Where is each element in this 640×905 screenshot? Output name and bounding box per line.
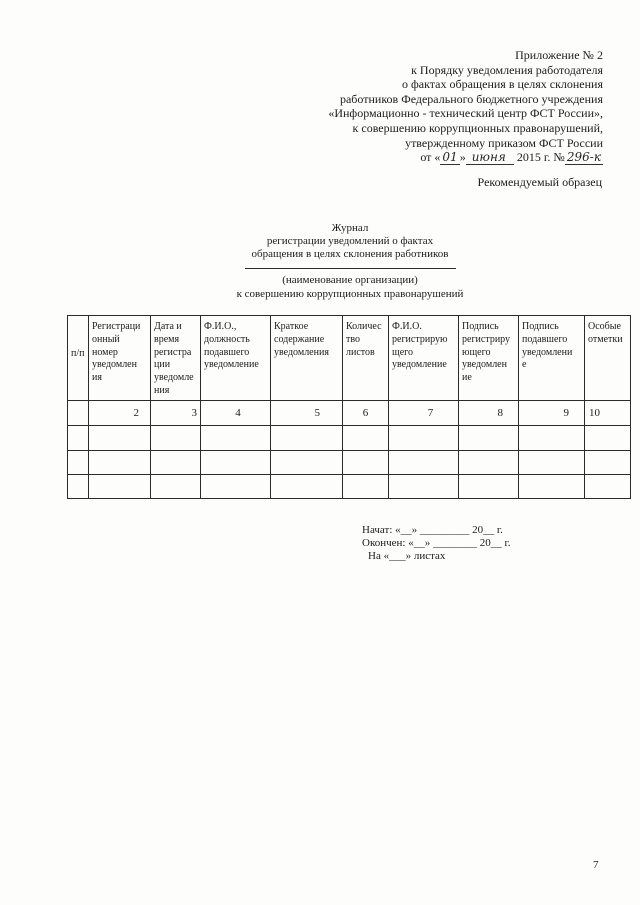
journal-subtitle: к совершению коррупционных правонарушений bbox=[236, 288, 464, 300]
header-special-notes: Особые отметки bbox=[585, 316, 631, 401]
table-cell bbox=[68, 426, 89, 451]
table-cell bbox=[201, 426, 271, 451]
table-cell bbox=[151, 475, 201, 499]
table-cell bbox=[389, 426, 459, 451]
table-cell bbox=[389, 475, 459, 499]
table-cell bbox=[68, 475, 89, 499]
table-cell bbox=[271, 426, 343, 451]
table-cell bbox=[585, 426, 631, 451]
table-cell bbox=[459, 451, 519, 475]
table-cell bbox=[343, 451, 389, 475]
table-cell bbox=[68, 451, 89, 475]
sample-note: Рекомендуемый образец bbox=[477, 175, 602, 189]
table-cell bbox=[519, 426, 585, 451]
appendix-line: утвержденному приказом ФСТ России bbox=[405, 135, 603, 150]
appendix-line: о фактах обращения в целях склонения bbox=[401, 77, 603, 92]
table-cell bbox=[201, 451, 271, 475]
column-number: 7 bbox=[389, 401, 459, 426]
table-cell bbox=[89, 426, 151, 451]
header-registrar-signature: Подпись регистриру ющего уведомлен ие bbox=[459, 316, 519, 401]
table-cell bbox=[459, 426, 519, 451]
header-registration-number: Регистраци онный номер уведомлен ия bbox=[89, 316, 151, 401]
table-cell bbox=[519, 475, 585, 499]
organization-name-line bbox=[245, 268, 456, 269]
journal-started: Начат: «__» _________ 20__ г. bbox=[362, 524, 503, 536]
appendix-line: «Информационно - технический центр ФСТ России», bbox=[328, 106, 603, 121]
table-cell bbox=[459, 475, 519, 499]
appendix-line: к Порядку уведомления работодателя bbox=[411, 62, 603, 77]
order-close-quote: » bbox=[459, 150, 466, 165]
header-sheet-count: Количес тво листов bbox=[343, 316, 389, 401]
header-registrar-name: Ф.И.О. регистрирую щего уведомление bbox=[389, 316, 459, 401]
table-row bbox=[68, 475, 631, 499]
table-cell bbox=[68, 401, 89, 426]
table-cell bbox=[271, 475, 343, 499]
header-registration-date: Дата и время регистра ции уведомле ния bbox=[151, 316, 201, 401]
organization-caption: (наименование организации) bbox=[282, 274, 418, 286]
order-year: 2015 г. № bbox=[513, 150, 565, 165]
page-number: 7 bbox=[593, 859, 599, 871]
table-header-row bbox=[68, 316, 631, 401]
table-cell bbox=[271, 451, 343, 475]
appendix-line: к совершению коррупционных правонарушений, bbox=[352, 120, 603, 135]
header-summary: Краткое содержание уведомления bbox=[271, 316, 343, 401]
table-cell bbox=[389, 451, 459, 475]
column-number: 8 bbox=[459, 401, 519, 426]
column-number-row bbox=[68, 401, 631, 426]
table-row bbox=[68, 451, 631, 475]
header-submitter-signature: Подпись подавшего уведомлени е bbox=[519, 316, 585, 401]
table-cell bbox=[201, 475, 271, 499]
table-cell bbox=[151, 451, 201, 475]
order-reference bbox=[328, 150, 603, 165]
order-prefix: от « bbox=[420, 150, 441, 165]
table-cell bbox=[519, 451, 585, 475]
registration-table bbox=[67, 315, 631, 499]
journal-title: Журнал bbox=[331, 222, 369, 234]
order-day-handwritten: 01 bbox=[442, 150, 458, 165]
header-item-number: п/п bbox=[68, 316, 89, 401]
order-month-handwritten: июня bbox=[466, 150, 514, 165]
table-cell bbox=[343, 426, 389, 451]
table-cell bbox=[89, 475, 151, 499]
column-number: 10 bbox=[585, 401, 631, 426]
table-cell bbox=[585, 475, 631, 499]
journal-sheet-count: На «___» листах bbox=[368, 550, 446, 562]
table-cell bbox=[89, 451, 151, 475]
order-number-handwritten: 296-к bbox=[566, 150, 601, 165]
column-number: 5 bbox=[271, 401, 343, 426]
table-cell bbox=[151, 426, 201, 451]
journal-subtitle: обращения в целях склонения работников bbox=[251, 248, 449, 260]
column-number: 3 bbox=[151, 401, 201, 426]
column-number: 4 bbox=[201, 401, 271, 426]
table-cell bbox=[585, 451, 631, 475]
table-row bbox=[68, 426, 631, 451]
column-number: 9 bbox=[519, 401, 585, 426]
journal-subtitle: регистрации уведомлений о фактах bbox=[266, 235, 434, 247]
appendix-header bbox=[328, 48, 603, 165]
column-number: 6 bbox=[343, 401, 389, 426]
appendix-line: работников Федерального бюджетного учреждения bbox=[339, 91, 603, 106]
column-number: 2 bbox=[89, 401, 151, 426]
table-cell bbox=[343, 475, 389, 499]
appendix-title: Приложение № 2 bbox=[515, 48, 603, 62]
journal-finished: Окончен: «__» ________ 20__ г. bbox=[362, 537, 511, 549]
header-submitter-name: Ф.И.О., должность подавшего уведомление bbox=[201, 316, 271, 401]
